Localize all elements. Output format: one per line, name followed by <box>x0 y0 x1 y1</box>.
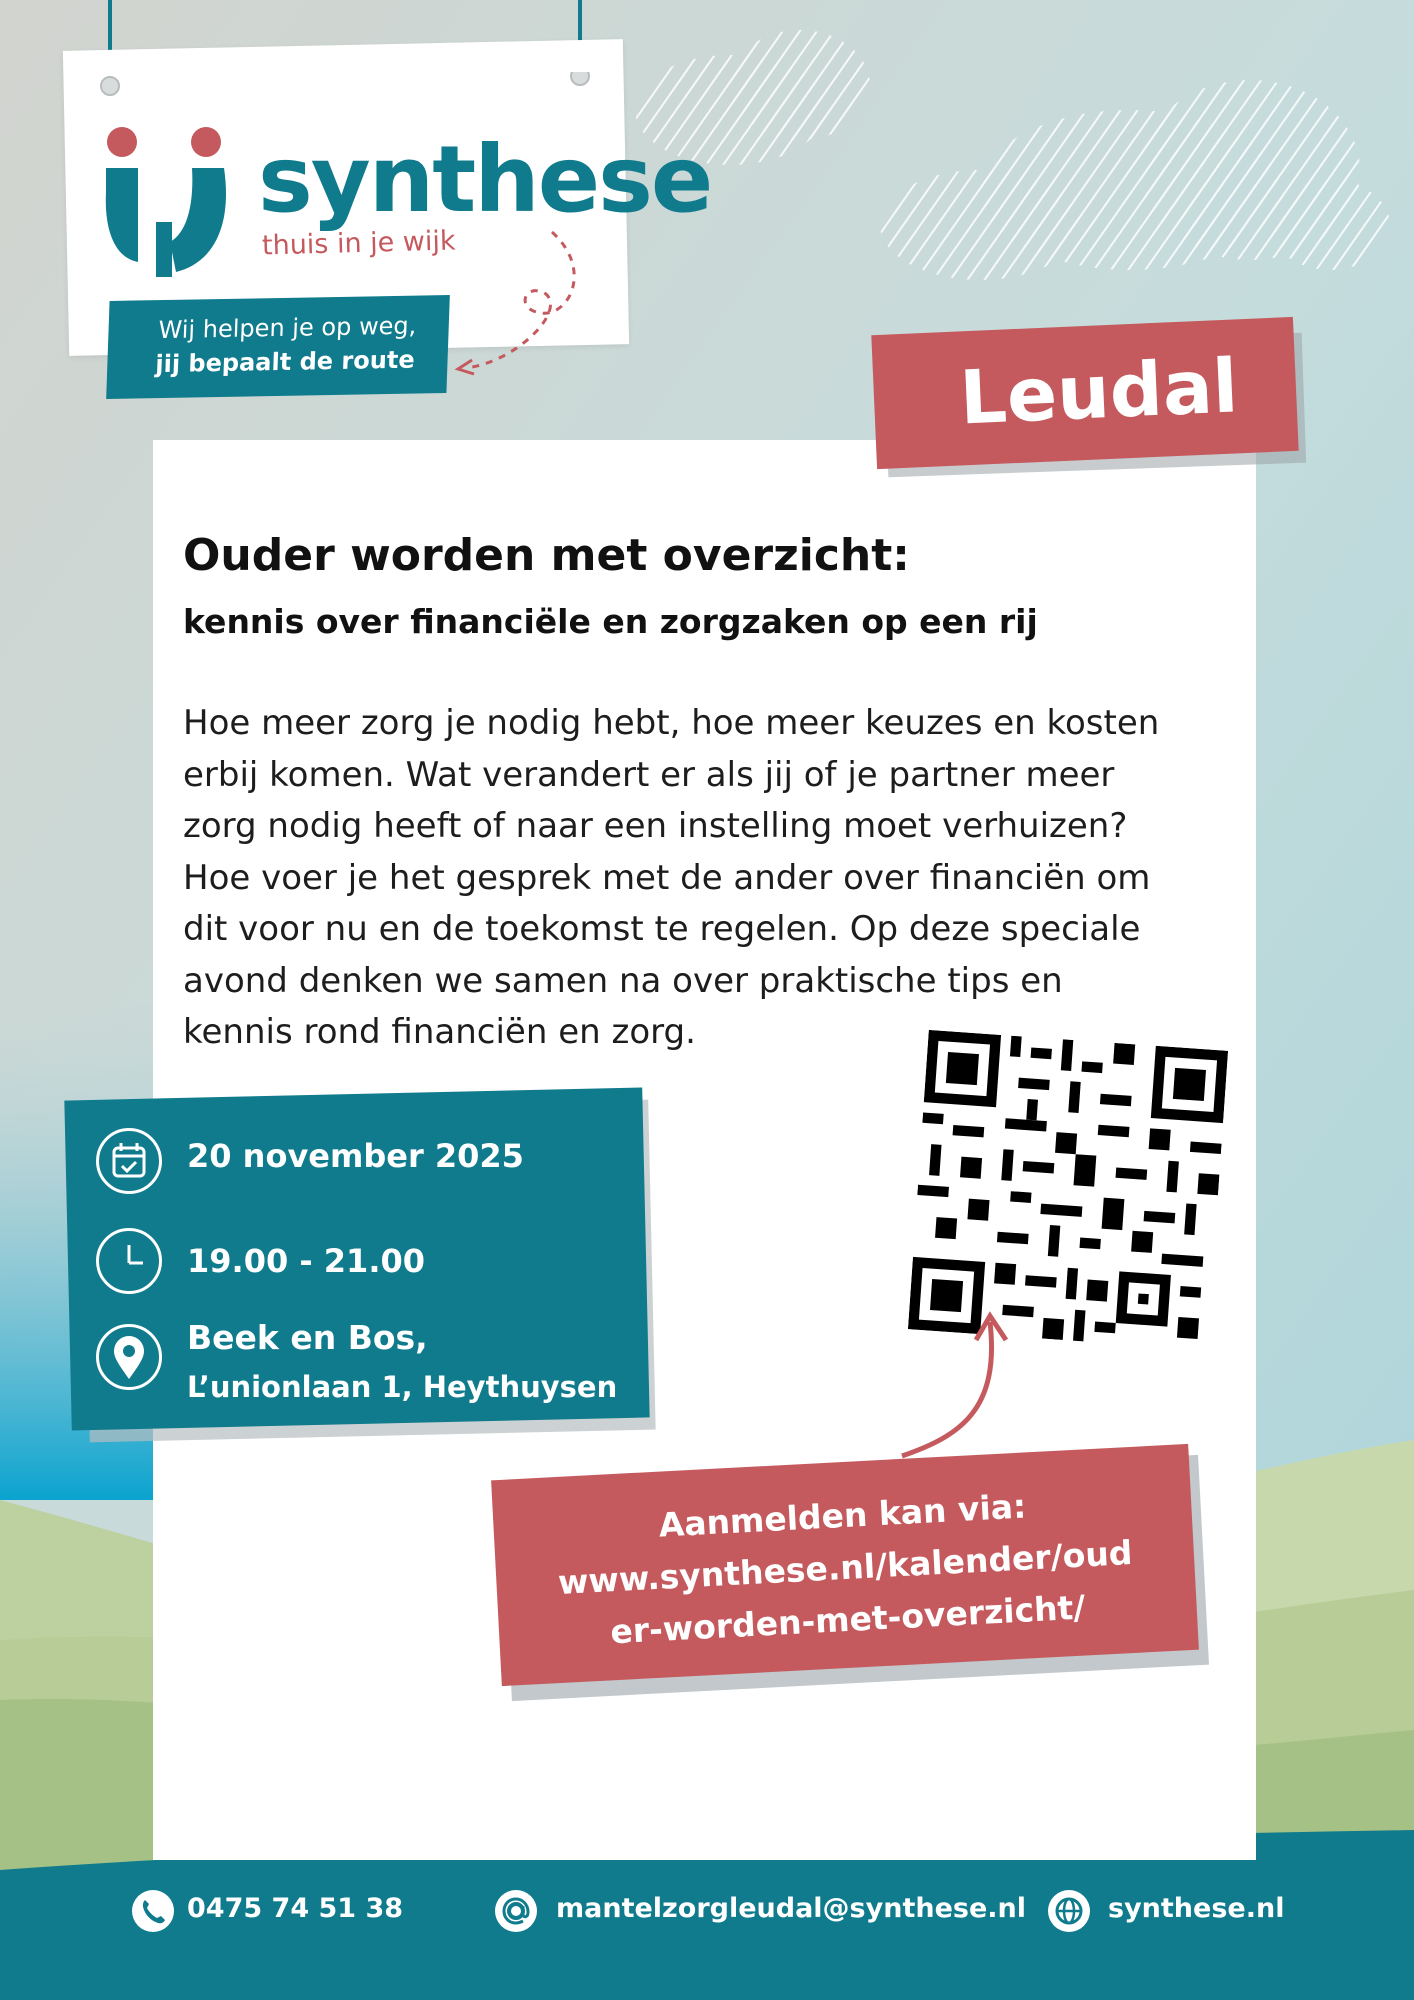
footer-phone[interactable]: 0475 74 51 38 <box>187 1893 404 1924</box>
brand-name: synthese <box>258 126 712 233</box>
event-location-name: Beek en Bos, <box>187 1318 428 1357</box>
clock-icon <box>96 1228 162 1294</box>
arrow-to-qr-icon <box>890 1300 1030 1470</box>
intro-paragraph: Hoe meer zorg je nodig hebt, hoe meer keuzes en kosten erbij komen. Wat verandert er als jij of je partner meer zorg nodig heeft of naar een instelling moet verhuizen? Hoe voer je het gesprek met de ander over financiën om dit voor nu en de toekomst te regelen. Op deze speciale avond denken we samen na over praktische tips en kennis rond financiën en zorg. <box>183 703 1160 1052</box>
page-title: Ouder worden met overzicht: <box>183 530 910 581</box>
synthese-logo-icon <box>106 127 226 277</box>
footer-website[interactable]: synthese.nl <box>1108 1893 1285 1924</box>
region-tag <box>871 317 1298 469</box>
location-pin-icon <box>96 1324 162 1390</box>
phone-icon <box>132 1890 174 1932</box>
region-name: Leudal <box>957 343 1240 442</box>
event-date: 20 november 2025 <box>187 1137 524 1175</box>
tagline-line-2: jij bepaalt de route <box>154 345 416 379</box>
tagline-line-1: Wij helpen je op weg, <box>158 311 417 345</box>
globe-icon <box>1048 1890 1090 1932</box>
registration-url-line1[interactable]: www.synthese.nl/kalender/oud <box>556 1532 1134 1603</box>
email-icon <box>495 1890 537 1932</box>
calendar-icon <box>96 1128 162 1194</box>
registration-banner[interactable] <box>491 1444 1199 1686</box>
tagline-banner <box>106 295 450 399</box>
brand-subtitle: thuis in je wijk <box>261 225 456 262</box>
page-subtitle: kennis over financiële en zorgzaken op een rij <box>183 602 1038 641</box>
registration-label: Aanmelden kan via: <box>657 1486 1028 1545</box>
event-location-address: L’unionlaan 1, Heythuysen <box>187 1370 618 1404</box>
event-time: 19.00 - 21.00 <box>187 1242 425 1280</box>
registration-url-line2[interactable]: er-worden-met-overzicht/ <box>609 1587 1087 1652</box>
footer-email[interactable]: mantelzorgleudal@synthese.nl <box>556 1893 1026 1924</box>
